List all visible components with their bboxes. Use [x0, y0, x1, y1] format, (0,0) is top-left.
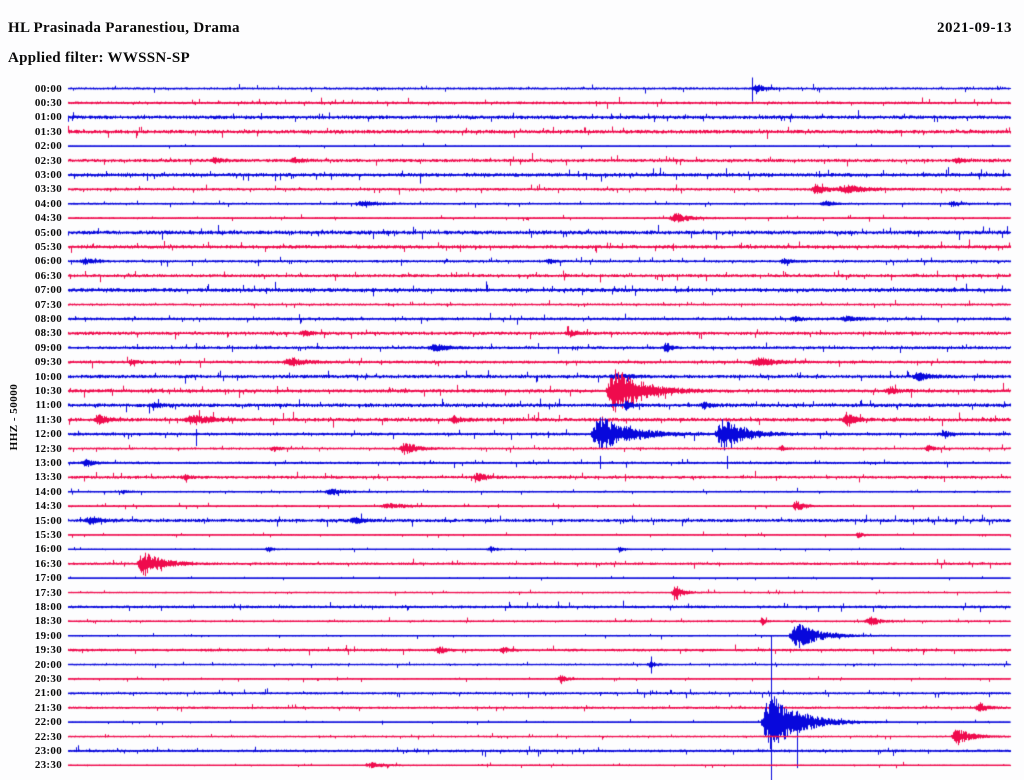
time-label-02:00: 02:00: [34, 140, 62, 153]
time-label-07:00: 07:00: [34, 284, 62, 297]
time-label-06:30: 06:30: [34, 269, 62, 282]
time-label-09:30: 09:30: [34, 356, 62, 369]
time-label-01:00: 01:00: [34, 111, 62, 124]
time-label-23:30: 23:30: [34, 759, 62, 772]
time-label-13:00: 13:00: [34, 456, 62, 469]
time-label-16:00: 16:00: [34, 543, 62, 556]
time-label-02:30: 02:30: [34, 154, 62, 167]
time-label-03:30: 03:30: [34, 183, 62, 196]
time-label-11:30: 11:30: [35, 413, 62, 426]
time-label-21:30: 21:30: [34, 701, 62, 714]
time-label-06:00: 06:00: [34, 255, 62, 268]
time-label-18:00: 18:00: [34, 600, 62, 613]
time-label-08:00: 08:00: [34, 312, 62, 325]
time-label-17:00: 17:00: [34, 572, 62, 585]
time-label-20:00: 20:00: [34, 658, 62, 671]
time-label-05:30: 05:30: [34, 240, 62, 253]
time-label-12:00: 12:00: [34, 428, 62, 441]
time-label-23:00: 23:00: [34, 744, 62, 757]
time-label-15:30: 15:30: [34, 528, 62, 541]
time-label-20:30: 20:30: [34, 672, 62, 685]
time-label-16:30: 16:30: [34, 557, 62, 570]
time-label-19:30: 19:30: [34, 644, 62, 657]
time-label-14:00: 14:00: [34, 485, 62, 498]
time-label-11:00: 11:00: [35, 399, 62, 412]
time-label-04:30: 04:30: [34, 212, 62, 225]
time-label-01:30: 01:30: [34, 125, 62, 138]
time-label-09:00: 09:00: [34, 341, 62, 354]
time-label-17:30: 17:30: [34, 586, 62, 599]
time-label-05:00: 05:00: [34, 226, 62, 239]
time-label-04:00: 04:00: [34, 197, 62, 210]
time-label-08:30: 08:30: [34, 327, 62, 340]
time-label-13:30: 13:30: [34, 471, 62, 484]
time-label-10:00: 10:00: [34, 370, 62, 383]
time-label-07:30: 07:30: [34, 298, 62, 311]
time-label-14:30: 14:30: [34, 500, 62, 513]
time-label-19:00: 19:00: [34, 629, 62, 642]
time-label-03:00: 03:00: [34, 168, 62, 181]
time-label-10:30: 10:30: [34, 384, 62, 397]
time-label-12:30: 12:30: [34, 442, 62, 455]
time-label-18:30: 18:30: [34, 615, 62, 628]
time-label-22:30: 22:30: [34, 730, 62, 743]
time-label-21:00: 21:00: [34, 687, 62, 700]
time-label-15:00: 15:00: [34, 514, 62, 527]
time-label-00:00: 00:00: [34, 82, 62, 95]
time-label-22:00: 22:00: [34, 716, 62, 729]
time-label-00:30: 00:30: [34, 96, 62, 109]
